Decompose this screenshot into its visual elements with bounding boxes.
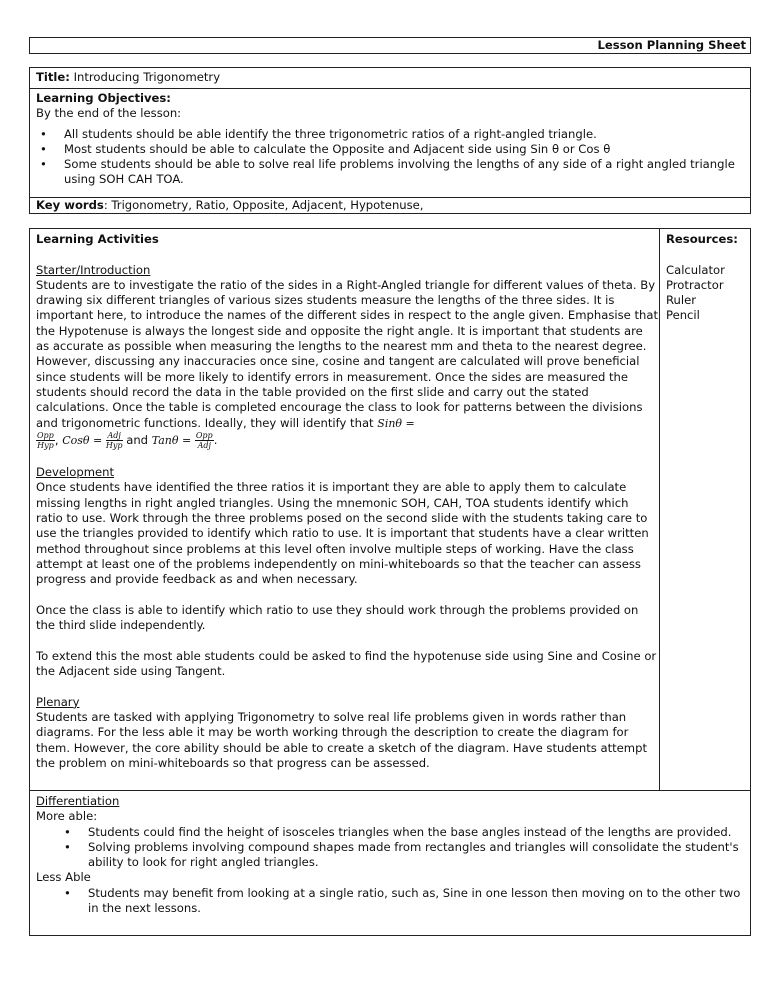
- sin-fraction: $\frac{\text{Opp}}{\text{Hyp}}$: [37, 430, 54, 450]
- title-row: [30, 68, 750, 89]
- resources-column: [659, 229, 751, 790]
- activities-heading: Learning Activities: [36, 232, 159, 246]
- more-able-item: • Solving problems involving compound shapes made from rectangles and triangles will consolidate the student's ability to look for right angled triangles.: [88, 840, 744, 871]
- keywords-row: [30, 197, 750, 213]
- objectives-list: [64, 127, 744, 188]
- keywords-value: : Trigonometry, Ratio, Opposite, Adjacent, Hypotenuse,: [103, 198, 424, 212]
- tan-fraction: $\frac{\text{Opp}}{\text{Adj}}$: [195, 430, 213, 450]
- title-value: Introducing Trigonometry: [69, 70, 221, 84]
- objective-item: • Most students should be able to calculate the Opposite and Adjacent side using Sin θ or Cos θ: [64, 142, 744, 157]
- development-text: Once students have identified the three ratios it is important they are able to apply them to calculate missing lengths in right angled triangles. Using the mnemonic SOH, CAH, TOA students identify which ratio to use. Work through the three problems posed on the second slide with the students taking care to use the triangles provided to identify which ratio to use. It is important that students have a clear written method throughout since problems at this level often involve multiple steps of working. Have the class attempt at least one of the problems independently on mini-whiteboards so that the teacher can assess progress and provide feedback as and when necessary.: [36, 480, 649, 587]
- more-able-label: More able:: [36, 809, 98, 824]
- cos-formula: Cosθ =: [62, 433, 103, 447]
- starter-heading: Starter/Introduction: [36, 262, 151, 277]
- more-able-list: [88, 825, 744, 871]
- resource-item: Pencil: [666, 308, 700, 323]
- less-able-label: Less Able: [36, 870, 91, 885]
- resource-item: Ruler: [666, 293, 697, 308]
- lesson-info-box: [29, 67, 751, 214]
- less-able-item: • Students may benefit from looking at a single ratio, such as, Sine in one lesson then moving on to the other two in the next lessons.: [88, 886, 744, 917]
- objective-item: • All students should be able identify the three trigonometric ratios of a right-angled triangle.: [64, 127, 744, 142]
- differentiation-heading: Differentiation: [36, 794, 120, 808]
- development-heading: Development: [36, 465, 115, 480]
- objective-item: • Some students should be able to solve real life problems involving the lengths of any side of a right angled triangle using SOH CAH TOA.: [64, 157, 744, 188]
- resources-heading: Resources:: [666, 232, 738, 246]
- more-able-item: • Students could find the height of isosceles triangles when the base angles instead of the lengths are provided.: [88, 825, 744, 840]
- resource-item: Calculator: [666, 262, 725, 277]
- header-box: [29, 37, 751, 54]
- sin-formula: Sinθ =: [377, 416, 415, 430]
- starter-text: Students are to investigate the ratio of the sides in a Right-Angled triangle for different values of theta. By drawing six different triangles of various sizes students measure the lengths of the three sides. It is important here, to introduce the names of the different sides in respect to the angle given. Emphasise that the Hypotenuse is always the longest side and opposite the right angle. It is important that students are as accurate as possible when measuring the lengths to the nearest mm and theta to the nearest degree. However, discussing any inaccuracies once sine, cosine and tangent are calculated will prove beneficial since students will be more likely to identify errors in measurement. Once the sides are measured the students should record the data in the table provided on the first slide and carry out the stated calculations. Once the table is completed encourage the class to look for patterns between the divisions and trigonometric functions. Ideally, they will identify that Sinθ = $\frac{\text{Opp}}{\text{Hyp}}$ , Cosθ = $\frac{\text{Adj}}{\text{Hyp}}$ and Tanθ = $\frac{\text{Opp}}{\text{Adj}}$ .: [36, 277, 659, 450]
- development-text-2: Once the class is able to identify which ratio to use they should work through the problems provided on the third slide independently.: [36, 602, 639, 633]
- plenary-text: Students are tasked with applying Trigonometry to solve real life problems given in words rather than diagrams. For the less able it may be worth working through the description to create the diagram for them. However, the core ability should be able to create a sketch of the diagram. Have students attempt the problem on mini-whiteboards so that progress can be assessed.: [36, 709, 648, 770]
- activities-column: [36, 232, 658, 771]
- objectives-section: [36, 91, 744, 188]
- differentiation-section: [36, 794, 744, 916]
- objectives-label: Learning Objectives:: [36, 91, 171, 105]
- less-able-list: [88, 886, 744, 917]
- activities-box: [29, 228, 751, 791]
- title-label: Title:: [36, 70, 70, 84]
- resource-item: Protractor: [666, 277, 724, 292]
- plenary-heading: Plenary: [36, 694, 80, 709]
- differentiation-box: [29, 790, 751, 936]
- cos-fraction: $\frac{\text{Adj}}{\text{Hyp}}$: [105, 430, 123, 450]
- development-text-3: To extend this the most able students could be asked to find the hypotenuse side using Sine and Cosine or the Adjacent side using Tangent.: [36, 648, 657, 679]
- keywords-label: Key words: [36, 198, 104, 212]
- objectives-intro: By the end of the lesson:: [36, 106, 182, 121]
- tan-formula: Tanθ =: [151, 433, 192, 447]
- sheet-title: Lesson Planning Sheet: [597, 38, 746, 52]
